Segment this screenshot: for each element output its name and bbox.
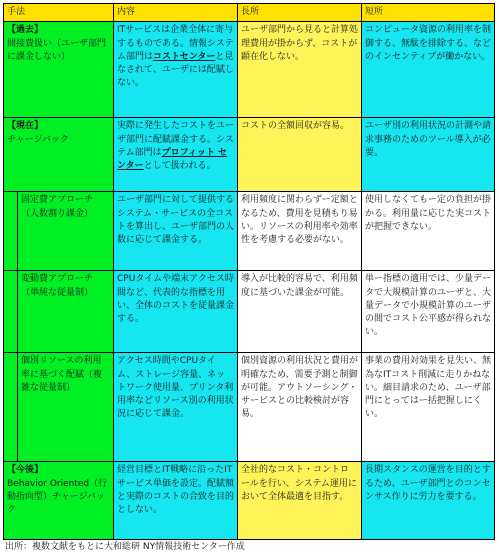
header-advantages: 長所 [238, 4, 362, 22]
indent-strip-fixed [4, 192, 18, 271]
method-future-tag: 【今後】 [7, 465, 44, 476]
method-future-name: Behavior Oriented（行動指向型）チャージバック [7, 478, 108, 516]
advantages-future: 全社的なコスト・コントロールを行い、システム運用において全体最適を目指す。 [238, 462, 362, 540]
disadvantages-individual: 事業の費用対効果を見失い、無為なITコスト削減に走りかねない。細目請求のため、ユーザ部門にとってはー括把握しにくい。 [362, 353, 495, 462]
comparison-table [3, 3, 495, 540]
content-past-text-b: と見なされて、ユーザには配賦しない。 [117, 51, 234, 89]
method-fixed: 固定費アプローチ（人数割り課金） [18, 192, 114, 271]
source-note: 出所：複数文献をもとに大和総研 NY情報技術センター作成 [5, 542, 245, 552]
method-present-tag: 【現在】 [7, 121, 44, 132]
row-variable [4, 271, 495, 353]
content-past-text-a: ITサービスは企業全体に寄与するものである。情報システム部門は [117, 25, 234, 62]
method-past [4, 22, 114, 118]
indent-strip-individual [4, 353, 18, 462]
row-individual [4, 353, 495, 462]
disadvantages-variable: 単ー指標の適用では、少量データで大規模計算のユーザと、大量データで小規模計算のユーザの間でコスト公平感が得られない。 [362, 271, 495, 353]
method-past-name: 間接費扱い（ユーザ部門に課金しない） [7, 38, 107, 62]
content-present-emphasis: プロフィット センター [117, 147, 227, 172]
header-disadvantages: 短所 [362, 4, 495, 22]
content-future: 経営目標とIT戦略に沿ったITサービス単価を設定。配賦額と実際のコストの合致を目的としない。 [114, 462, 238, 540]
advantages-variable: 導入が比較的容易で、利用頻度に基づいた課金が可能。 [238, 271, 362, 353]
advantages-fixed: 利用頻度に関わらずー定額となるため、費用を見積もり易い。リソースの利用率や効率性を考慮する必要がない。 [238, 192, 362, 271]
content-individual: アクセス時間やCPUタイム、ストレージ容量、ネットワーク使用量、プリンタ利用率などリソース別の利用状況に応じて課金。 [114, 353, 238, 462]
header-content: 内容 [114, 4, 238, 22]
content-present-text-b: として扱われる。 [143, 161, 216, 172]
row-past [4, 22, 495, 118]
disadvantages-present: ユーザ別の利用状況の計測や請求事務のためのツール導入が必要。 [362, 118, 495, 192]
method-present [4, 118, 114, 192]
method-present-name: チャージバック [7, 134, 69, 145]
advantages-present: コストの全額回収が容易。 [238, 118, 362, 192]
header-method: 手法 [4, 4, 114, 22]
row-future [4, 462, 495, 540]
method-individual: 個別リソースの利用率に基づく配賦（複雑な従量制） [18, 353, 114, 462]
row-fixed [4, 192, 495, 271]
advantages-individual: 個別資源の利用状況と費用が明確なため、需要予測と制御が可能。アウトソーシング・サービスとの比較検討が容易。 [238, 353, 362, 462]
advantages-past: ユーザ部門から見ると計算処理費用が掛からず、コストが顕在化しない。 [238, 22, 362, 118]
disadvantages-fixed: 使用しなくてもー定の負担が掛かる。利用量に応じた実コストが把握できない。 [362, 192, 495, 271]
content-past [114, 22, 238, 118]
content-present [114, 118, 238, 192]
indent-strip-variable [4, 271, 18, 353]
content-present-text-a: 実際に発生したコストをユーザ部門に配賦課金する。システム部門は [117, 121, 235, 158]
disadvantages-past: コンピュータ資源の利用率を制御する、無駄を排除する、などのインセンティブが働かない。 [362, 22, 495, 118]
content-past-emphasis: コストセンター [153, 51, 216, 62]
disadvantages-future: 長期スタンスの運営を目的とするため、ユーザ部門とのコンセンサス作りに労力を要する。 [362, 462, 495, 540]
content-fixed: ユーザ部門に対して提供するシステム・サービスの全コストを算出し、ユーザ部門の人数に応じて課金する。 [114, 192, 238, 271]
method-future [4, 462, 114, 540]
row-present [4, 118, 495, 192]
header-row [4, 4, 495, 22]
method-past-tag: 【過去】 [7, 25, 44, 36]
content-variable: CPUタイムや端末アクセス時間など、代表的な指標を用い、全体のコストを従量課金する。 [114, 271, 238, 353]
method-variable: 変動費アプローチ（単純な従量制） [18, 271, 114, 353]
